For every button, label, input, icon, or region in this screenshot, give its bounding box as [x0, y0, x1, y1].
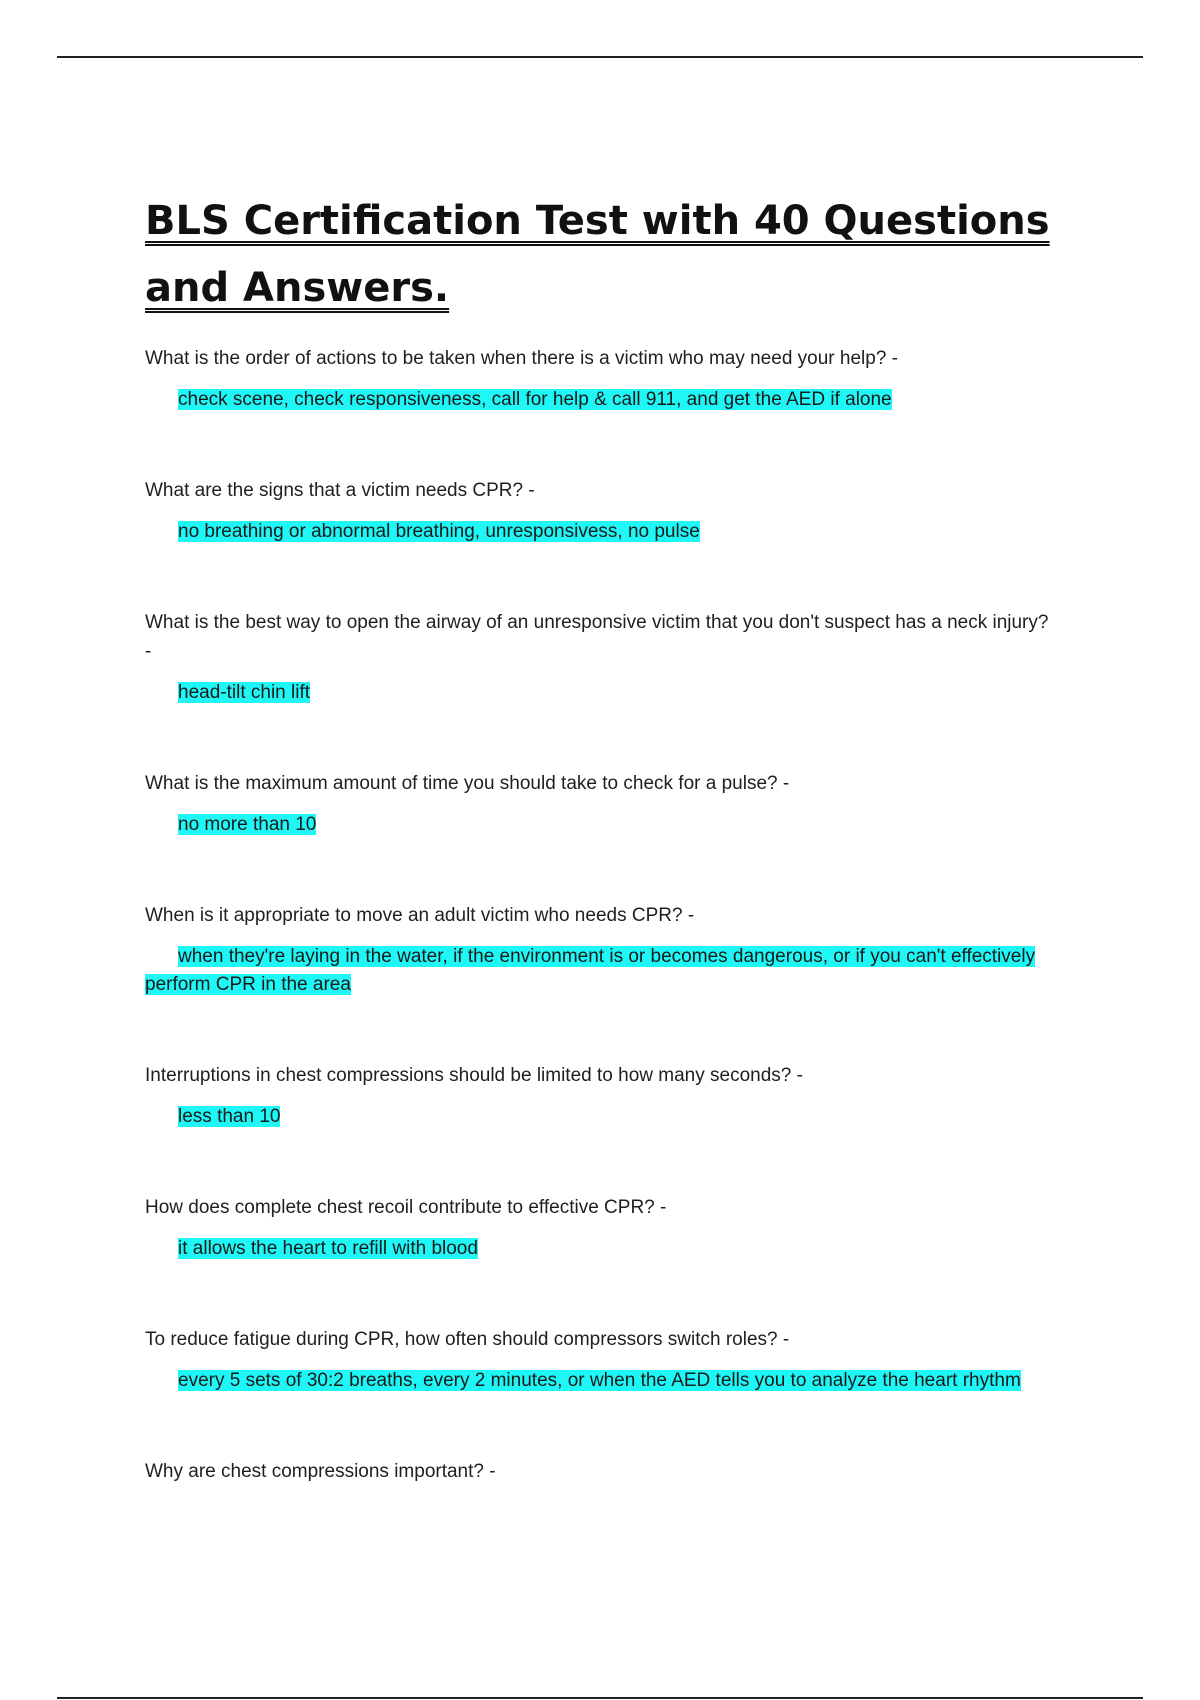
- question-text: To reduce fatigue during CPR, how often should compressors switch roles? -: [145, 1329, 790, 1350]
- qa-item: [145, 769, 1050, 839]
- answer-text: head-tilt chin lift: [178, 682, 311, 703]
- answer-block: [145, 1235, 1050, 1263]
- question-text: What is the order of actions to be taken when there is a victim who may need your help? -: [145, 348, 898, 369]
- question-text: What is the best way to open the airway of an unresponsive victim that you don't suspect has a neck injury? -: [145, 612, 1049, 662]
- answer-block: [145, 518, 1050, 546]
- question-text: What is the maximum amount of time you should take to check for a pulse? -: [145, 773, 790, 794]
- answer-block: [145, 811, 1050, 839]
- qa-item: [145, 901, 1050, 999]
- document-title: BLS Certification Test with 40 Questions and Answers.: [145, 198, 1050, 311]
- answer-block: [145, 679, 1050, 707]
- answer-text: no more than 10: [178, 814, 317, 835]
- question-text: What are the signs that a victim needs CPR? -: [145, 480, 535, 501]
- qa-item: [145, 476, 1050, 546]
- page-bottom-rule: [57, 1697, 1143, 1699]
- qa-item: [145, 1193, 1050, 1263]
- answer-text: check scene, check responsiveness, call for help & call 911, and get the AED if alone: [178, 389, 892, 410]
- qa-item: [145, 344, 1050, 414]
- answer-block: [145, 386, 1050, 414]
- question-text: Interruptions in chest compressions should be limited to how many seconds? -: [145, 1065, 803, 1086]
- answer-text: when they're laying in the water, if the environment is or becomes dangerous, or if you can't effectively perform CPR in the area: [145, 946, 1036, 995]
- qa-item: [145, 1325, 1050, 1395]
- question-text: Why are chest compressions important? -: [145, 1461, 496, 1482]
- answer-text: it allows the heart to refill with blood: [178, 1238, 478, 1259]
- document-body: [145, 188, 1050, 1548]
- answer-block: [145, 1103, 1050, 1131]
- answer-text: every 5 sets of 30:2 breaths, every 2 minutes, or when the AED tells you to analyze the heart rhythm: [178, 1370, 1021, 1391]
- qa-list: [145, 344, 1050, 1486]
- question-text: When is it appropriate to move an adult victim who needs CPR? -: [145, 905, 695, 926]
- answer-block: [145, 1367, 1050, 1395]
- question-text: How does complete chest recoil contribute to effective CPR? -: [145, 1197, 667, 1218]
- answer-text: no breathing or abnormal breathing, unresponsivess, no pulse: [178, 521, 700, 542]
- page-top-rule: [57, 56, 1143, 58]
- qa-item: [145, 1061, 1050, 1131]
- answer-block: [145, 943, 1050, 999]
- qa-item: [145, 1457, 1050, 1486]
- answer-text: less than 10: [178, 1106, 281, 1127]
- qa-item: [145, 608, 1050, 707]
